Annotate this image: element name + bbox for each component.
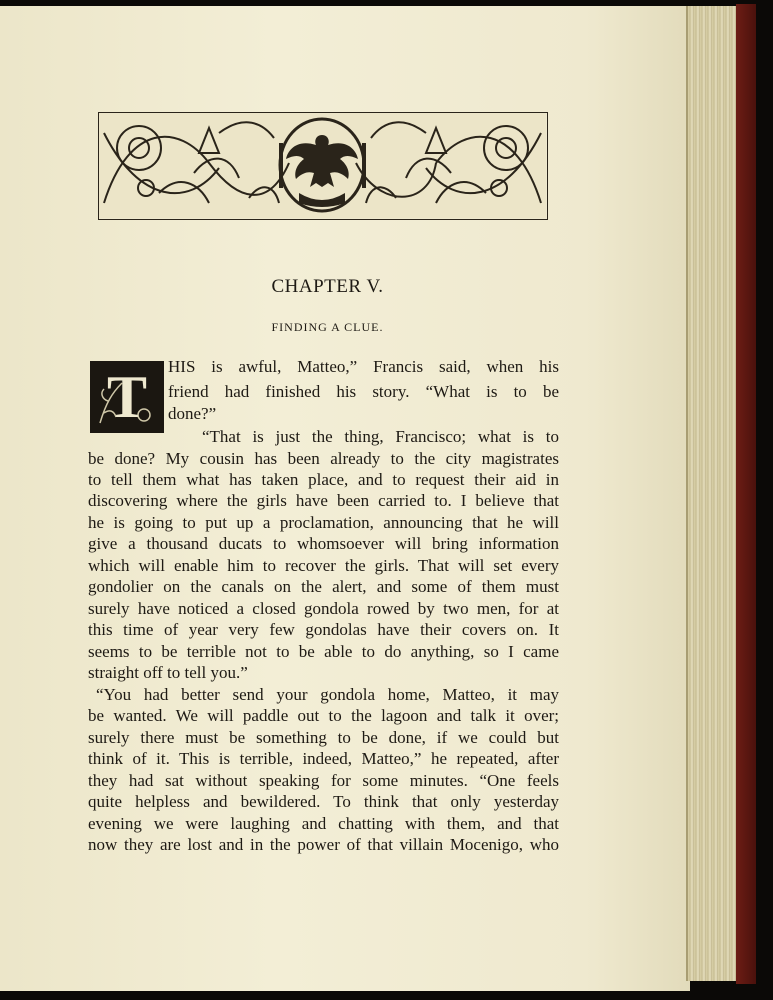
text-line: seems to be terrible not to be able to do anything, so I came (88, 642, 559, 661)
text-line: this time of year very few gondolas have their covers on. It (88, 620, 559, 639)
text-line: evening we were laughing and chatting with them, and that (88, 814, 559, 833)
text-line: straight off to tell you.” (88, 663, 248, 682)
chapter-subtitle: FINDING A CLUE. (271, 320, 384, 334)
drop-cap-letter: T (106, 363, 148, 430)
chapter-title: CHAPTER V. (271, 276, 384, 297)
text-line: he is going to put up a proclamation, announcing that he will (88, 513, 559, 532)
text-line: give a thousand ducats to whomsoever will bring information (88, 534, 559, 553)
book-cover (736, 4, 756, 984)
text-line: surely there must be something to be done, if we could but (88, 728, 559, 747)
text-line: think of it. This is terrible, indeed, Matteo,” he repeated, after (88, 749, 559, 768)
page-edges (686, 6, 738, 981)
text-line: quite helpless and bewildered. To think that only yesterday (88, 792, 559, 811)
drop-cap (90, 361, 164, 433)
text-line: gondolier on the canals on the alert, and some of them must (88, 577, 559, 596)
text-line: which will enable him to recover the girls. That will set every (88, 556, 559, 575)
text-line: discovering where the girls have been carried to. I believe that (88, 491, 559, 510)
text-line: now they are lost and in the power of that villain Mocenigo, who (88, 835, 559, 854)
text-line: friend had finished his story. “What is to be (168, 382, 559, 401)
headpiece-ornament-icon (99, 113, 546, 218)
text-line: be wanted. We will paddle out to the lagoon and talk it over; (88, 706, 559, 725)
text-line: done?” (168, 404, 217, 423)
text-line: to tell them what has taken place, and to request their aid in (88, 470, 559, 489)
text-line: HIS is awful, Matteo,” Francis said, when his (168, 357, 559, 376)
text-line: they had sat without speaking for some minutes. “One feels (88, 771, 559, 790)
text-line: “You had better send your gondola home, Matteo, it may (96, 685, 559, 704)
text-line: surely have noticed a closed gondola rowed by two men, for at (88, 599, 559, 618)
text-line: “That is just the thing, Francisco; what is to (202, 427, 559, 446)
ornamental-headpiece (98, 112, 548, 220)
text-line: be done? My cousin has been already to the city magistrates (88, 449, 559, 468)
